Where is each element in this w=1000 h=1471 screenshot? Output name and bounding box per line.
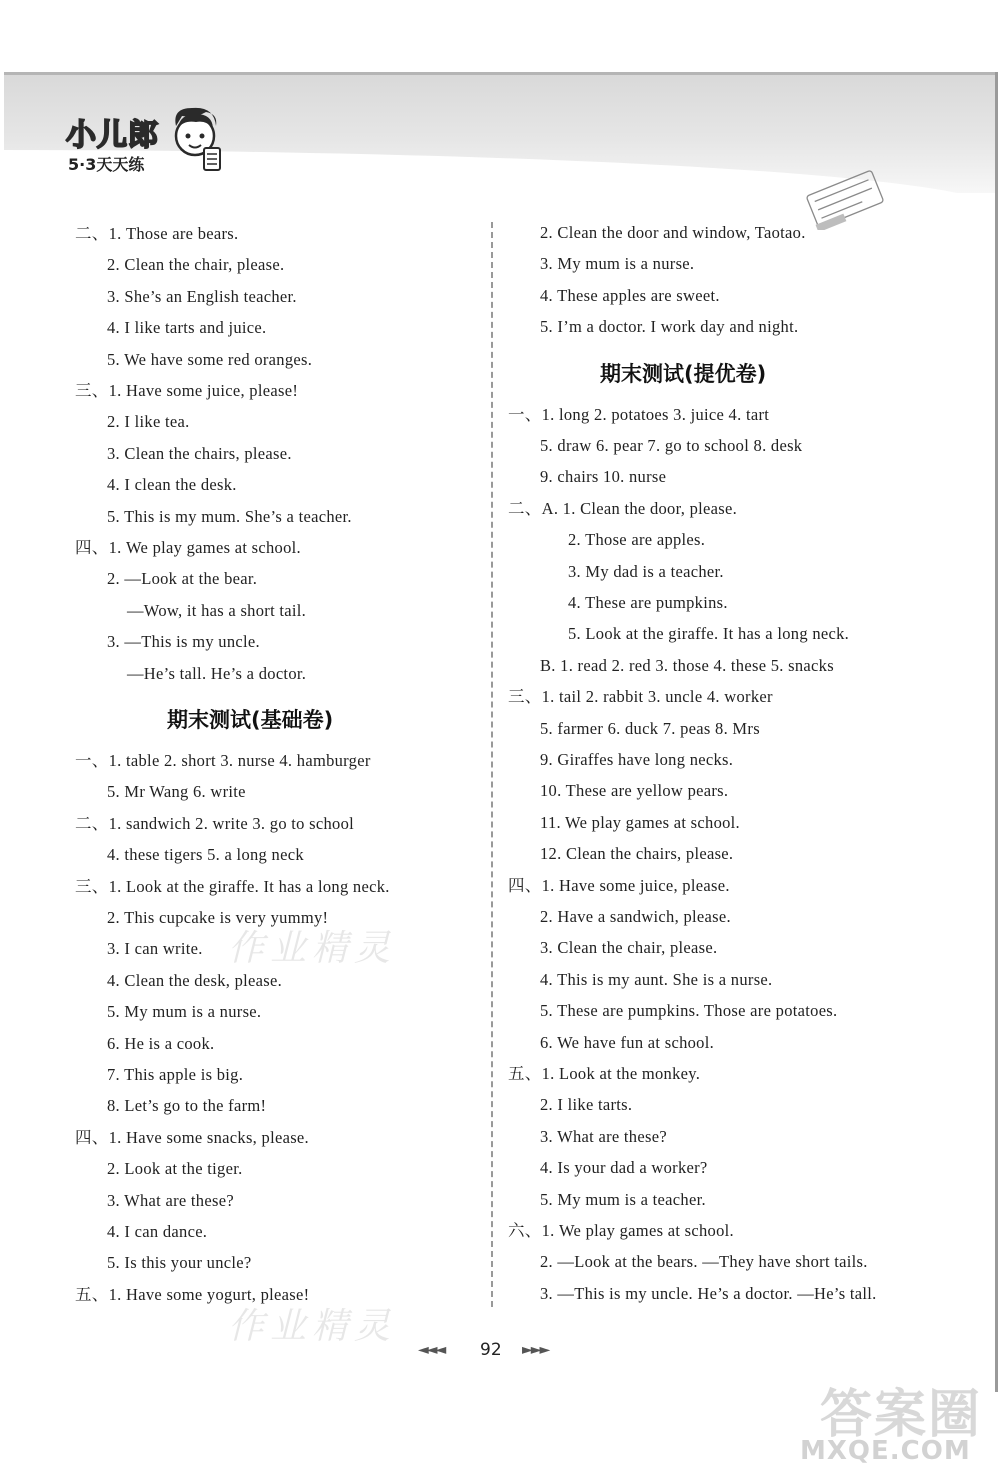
answer-line: 3. She’s an English teacher. — [107, 286, 297, 306]
next-arrows-icon: ►►► — [522, 1342, 549, 1358]
watermark: 作业精灵 — [228, 1306, 397, 1347]
page-number: 92 — [480, 1340, 502, 1360]
page-top-margin — [0, 0, 1000, 70]
section-title: 期末测试(提优卷) — [600, 361, 767, 386]
mascot-boy-icon — [166, 104, 224, 176]
question-group-answer: 五、1. Have some yogurt, please! — [75, 1284, 310, 1304]
answer-line: 5. draw 6. pear 7. go to school 8. desk — [540, 436, 803, 455]
brand-logo — [58, 110, 228, 180]
answer-line: 5. I’m a doctor. I work day and night. — [540, 317, 799, 337]
answer-line: 5. My mum is a teacher. — [540, 1189, 706, 1209]
logo-title: 小儿郎 — [66, 118, 159, 153]
answer-line: 6. We have fun at school. — [540, 1032, 715, 1052]
section-title: 期末测试(基础卷) — [167, 708, 334, 732]
answer-line: 2. Have a sandwich, please. — [540, 907, 731, 926]
answer-line: 4. Is your dad a worker? — [540, 1158, 708, 1178]
answer-line: 4. These apples are sweet. — [540, 285, 720, 305]
answer-line: 2. Clean the chair, please. — [107, 255, 285, 275]
answer-line: 2. I like tarts. — [540, 1095, 633, 1115]
prev-arrows-icon: ◄◄◄ — [418, 1342, 445, 1358]
answer-line: 2. Those are apples. — [568, 530, 706, 550]
page-footer — [418, 1340, 568, 1364]
answer-line: 3. What are these? — [540, 1126, 667, 1146]
answer-line: 9. Giraffes have long necks. — [540, 750, 734, 769]
corner-watermark-logo: 答案圈 — [820, 1385, 983, 1445]
answer-line: 4. I can dance. — [107, 1222, 208, 1241]
question-group-answer: 六、1. We play games at school. — [508, 1221, 734, 1240]
question-group-answer: 三、1. Look at the giraffe. It has a long neck. — [75, 876, 390, 896]
answer-line: 11. We play games at school. — [540, 812, 740, 832]
answer-line: B. 1. read 2. red 3. those 4. these 5. snacks — [540, 655, 834, 675]
watermark: 作业精灵 — [228, 928, 397, 969]
answer-line: 8. Let’s go to the farm! — [107, 1096, 267, 1116]
question-group-answer: 三、1. tail 2. rabbit 3. uncle 4. worker — [508, 687, 773, 707]
question-group-answer: 四、1. We play games at school. — [75, 538, 301, 557]
answer-line: 4. I clean the desk. — [107, 475, 237, 495]
answer-line: 5. These are pumpkins. Those are potatoes. — [540, 1001, 838, 1021]
answer-line: 5. farmer 6. duck 7. peas 8. Mrs — [540, 718, 760, 738]
logo-subtitle: 5·3天天练 — [68, 155, 145, 174]
answer-line: 5. This is my mum. She’s a teacher. — [107, 506, 352, 526]
answer-line: 3. My mum is a nurse. — [540, 254, 695, 274]
answer-line: 5. Mr Wang 6. write — [107, 782, 246, 802]
answer-line: 5. We have some red oranges. — [107, 349, 313, 369]
answer-line: 2. This cupcake is very yummy! — [107, 908, 329, 927]
question-group-answer: 一、1. long 2. potatoes 3. juice 4. tart — [508, 404, 770, 424]
answer-line: 12. Clean the chairs, please. — [540, 844, 734, 864]
answer-line: 2. —Look at the bears. —They have short tails. — [540, 1252, 868, 1272]
answer-line: 2. Look at the tiger. — [107, 1159, 243, 1179]
answer-line: 5. Is this your uncle? — [107, 1253, 252, 1273]
answer-line: 4. This is my aunt. She is a nurse. — [540, 969, 773, 989]
answer-line: 4. I like tarts and juice. — [107, 318, 267, 338]
answer-line: 3. My dad is a teacher. — [568, 561, 724, 581]
answer-line: 4. these tigers 5. a long neck — [107, 845, 304, 865]
answer-line: 4. These are pumpkins. — [568, 593, 728, 612]
answer-line: 2. —Look at the bear. — [107, 569, 258, 589]
answer-line: 10. These are yellow pears. — [540, 781, 729, 801]
answer-line: 3. What are these? — [107, 1190, 234, 1210]
answer-line: 2. I like tea. — [107, 412, 190, 432]
answer-line: —Wow, it has a short tail. — [127, 600, 307, 620]
right-edge-rule — [995, 72, 998, 1392]
question-group-answer: 二、A. 1. Clean the door, please. — [508, 498, 738, 518]
answer-line: 9. chairs 10. nurse — [540, 467, 667, 487]
answer-line: 7. This apple is big. — [107, 1065, 244, 1084]
answer-line: 4. Clean the desk, please. — [107, 970, 283, 990]
answer-line: 5. My mum is a nurse. — [107, 1002, 262, 1022]
question-group-answer: 二、1. sandwich 2. write 3. go to school — [75, 813, 355, 833]
answer-line: 5. Look at the giraffe. It has a long neck. — [568, 624, 850, 644]
answer-line: 3. —This is my uncle. — [107, 632, 260, 652]
answer-line: 6. He is a cook. — [107, 1033, 215, 1053]
question-group-answer: 二、1. Those are bears. — [75, 224, 239, 243]
homework-stamp-icon — [800, 168, 890, 230]
question-group-answer: 一、1. table 2. short 3. nurse 4. hamburger — [75, 751, 371, 770]
question-group-answer: 四、1. Have some juice, please. — [508, 875, 730, 895]
column-divider — [491, 222, 493, 1307]
answer-line: 3. Clean the chair, please. — [540, 938, 718, 958]
answer-line: 3. —This is my uncle. He’s a doctor. —He’s tall. — [540, 1283, 877, 1303]
question-group-answer: 四、1. Have some snacks, please. — [75, 1127, 309, 1147]
corner-watermark-url: MXQE.COM — [800, 1436, 971, 1466]
question-group-answer: 三、1. Have some juice, please! — [75, 381, 299, 400]
answer-line: 3. Clean the chairs, please. — [107, 443, 292, 463]
corner-watermark — [800, 1372, 990, 1468]
answer-line: 3. I can write. — [107, 939, 203, 959]
question-group-answer: 五、1. Look at the monkey. — [508, 1064, 701, 1083]
answer-line: 2. Clean the door and window, Taotao. — [540, 223, 806, 242]
answer-line: —He’s tall. He’s a doctor. — [127, 663, 307, 683]
